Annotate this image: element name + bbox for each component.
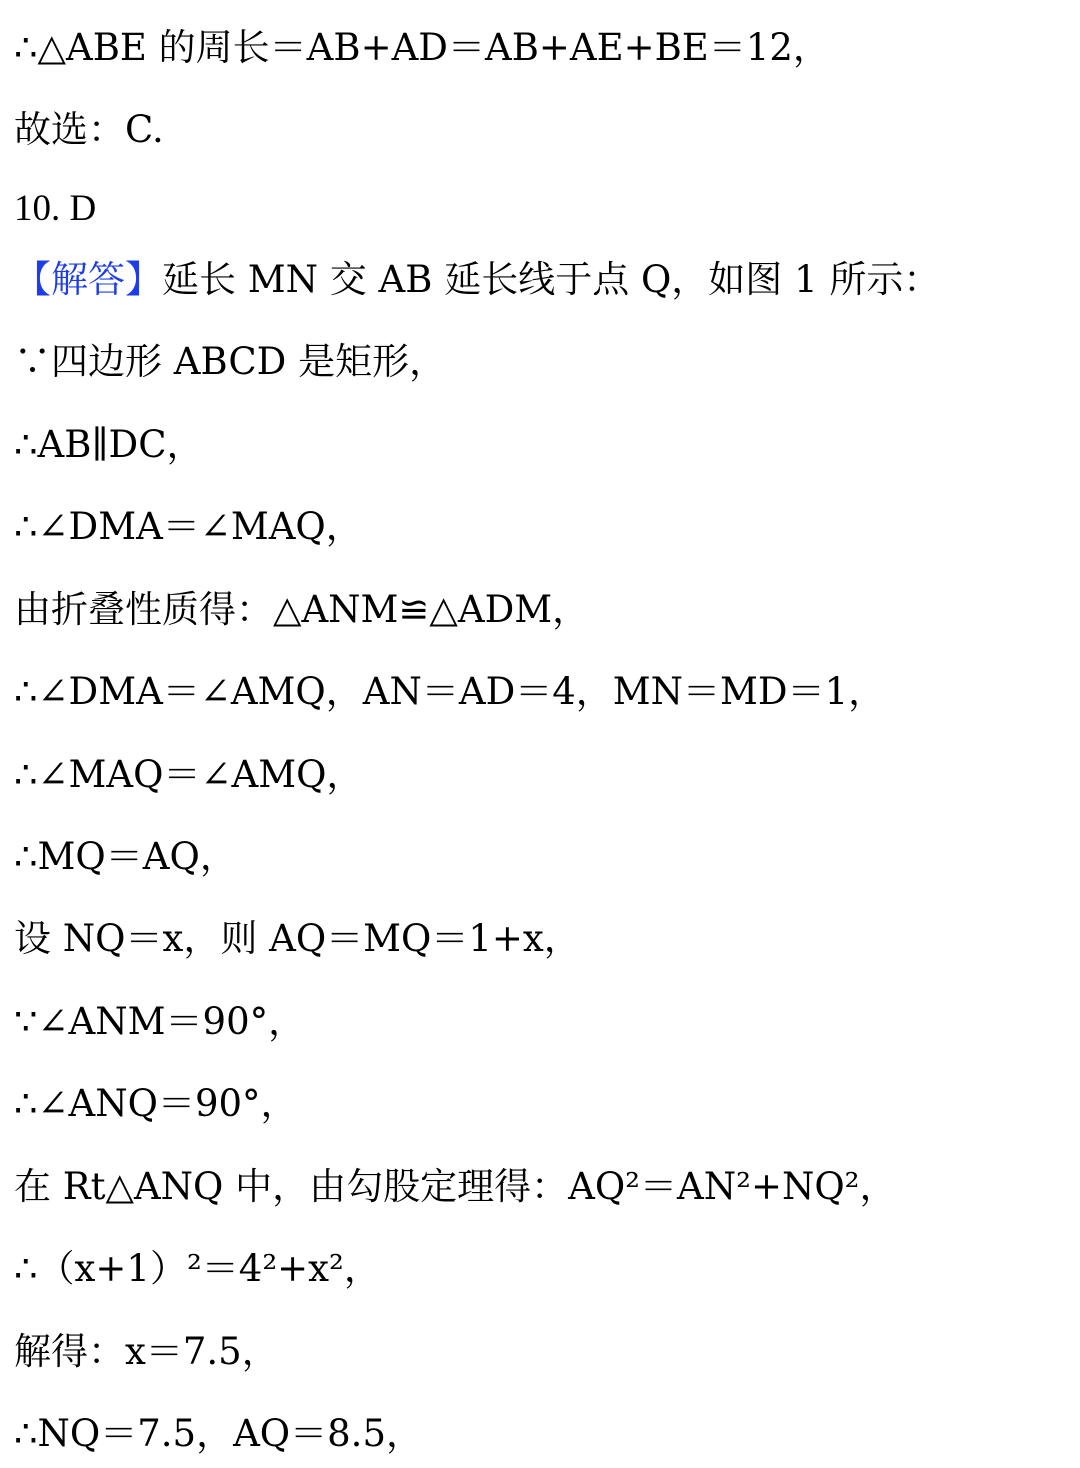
solution-line-9 bbox=[14, 662, 1070, 722]
solution-line-10 bbox=[14, 745, 1070, 805]
solution-text: ∵∠ANM＝90°， bbox=[14, 1000, 306, 1043]
answer-tag: 【解答】 bbox=[14, 258, 162, 301]
solution-line-8 bbox=[14, 580, 1070, 640]
solution-line-11 bbox=[14, 827, 1070, 887]
solution-text: ∴∠DMA＝∠MAQ， bbox=[14, 505, 363, 548]
solution-line-7 bbox=[14, 497, 1070, 557]
solution-text: ∴∠DMA＝∠AMQ，AN＝AD＝4，MN＝MD＝1， bbox=[14, 670, 886, 713]
solution-text: ∵四边形 ABCD 是矩形， bbox=[14, 340, 447, 383]
solution-text: 故选：C. bbox=[14, 108, 164, 151]
solution-text: ∴△ABE 的周长＝AB+AD＝AB+AE+BE＝12， bbox=[14, 26, 830, 69]
solution-line-5 bbox=[14, 332, 1070, 392]
solution-text: ∴（x+1）²＝4²+x²， bbox=[14, 1247, 381, 1290]
solution-text: ∴∠ANQ＝90°， bbox=[14, 1082, 298, 1125]
solution-line-6 bbox=[14, 415, 1070, 475]
solution-text: ∴MQ＝AQ， bbox=[14, 835, 237, 878]
solution-text: ∴∠MAQ＝∠AMQ， bbox=[14, 753, 364, 796]
solution-line-2 bbox=[14, 100, 1070, 160]
solution-line-14 bbox=[14, 1074, 1070, 1134]
question-number: 10. D bbox=[14, 188, 97, 229]
solution-line-16 bbox=[14, 1239, 1070, 1299]
question-number-line bbox=[14, 178, 1070, 238]
solution-line-18 bbox=[14, 1404, 1070, 1464]
solution-line-12 bbox=[14, 909, 1070, 969]
solution-text: 由折叠性质得：△ANM≌△ADM， bbox=[14, 588, 590, 631]
solution-line-15 bbox=[14, 1157, 1070, 1217]
solution-text: 解得：x＝7.5， bbox=[14, 1330, 279, 1373]
solution-line-1 bbox=[14, 18, 1070, 78]
solution-line-4 bbox=[14, 250, 1070, 310]
solution-text: 延长 MN 交 AB 延长线于点 Q，如图 1 所示： bbox=[162, 258, 941, 301]
solution-text: ∴NQ＝7.5，AQ＝8.5， bbox=[14, 1412, 423, 1455]
solution-text: 设 NQ＝x，则 AQ＝MQ＝1+x， bbox=[14, 917, 581, 960]
solution-text: 在 Rt△ANQ 中，由勾股定理得：AQ²＝AN²+NQ²， bbox=[14, 1165, 897, 1208]
solution-line-13 bbox=[14, 992, 1070, 1052]
solution-text: ∴AB∥DC， bbox=[14, 423, 204, 466]
solution-line-17 bbox=[14, 1322, 1070, 1382]
